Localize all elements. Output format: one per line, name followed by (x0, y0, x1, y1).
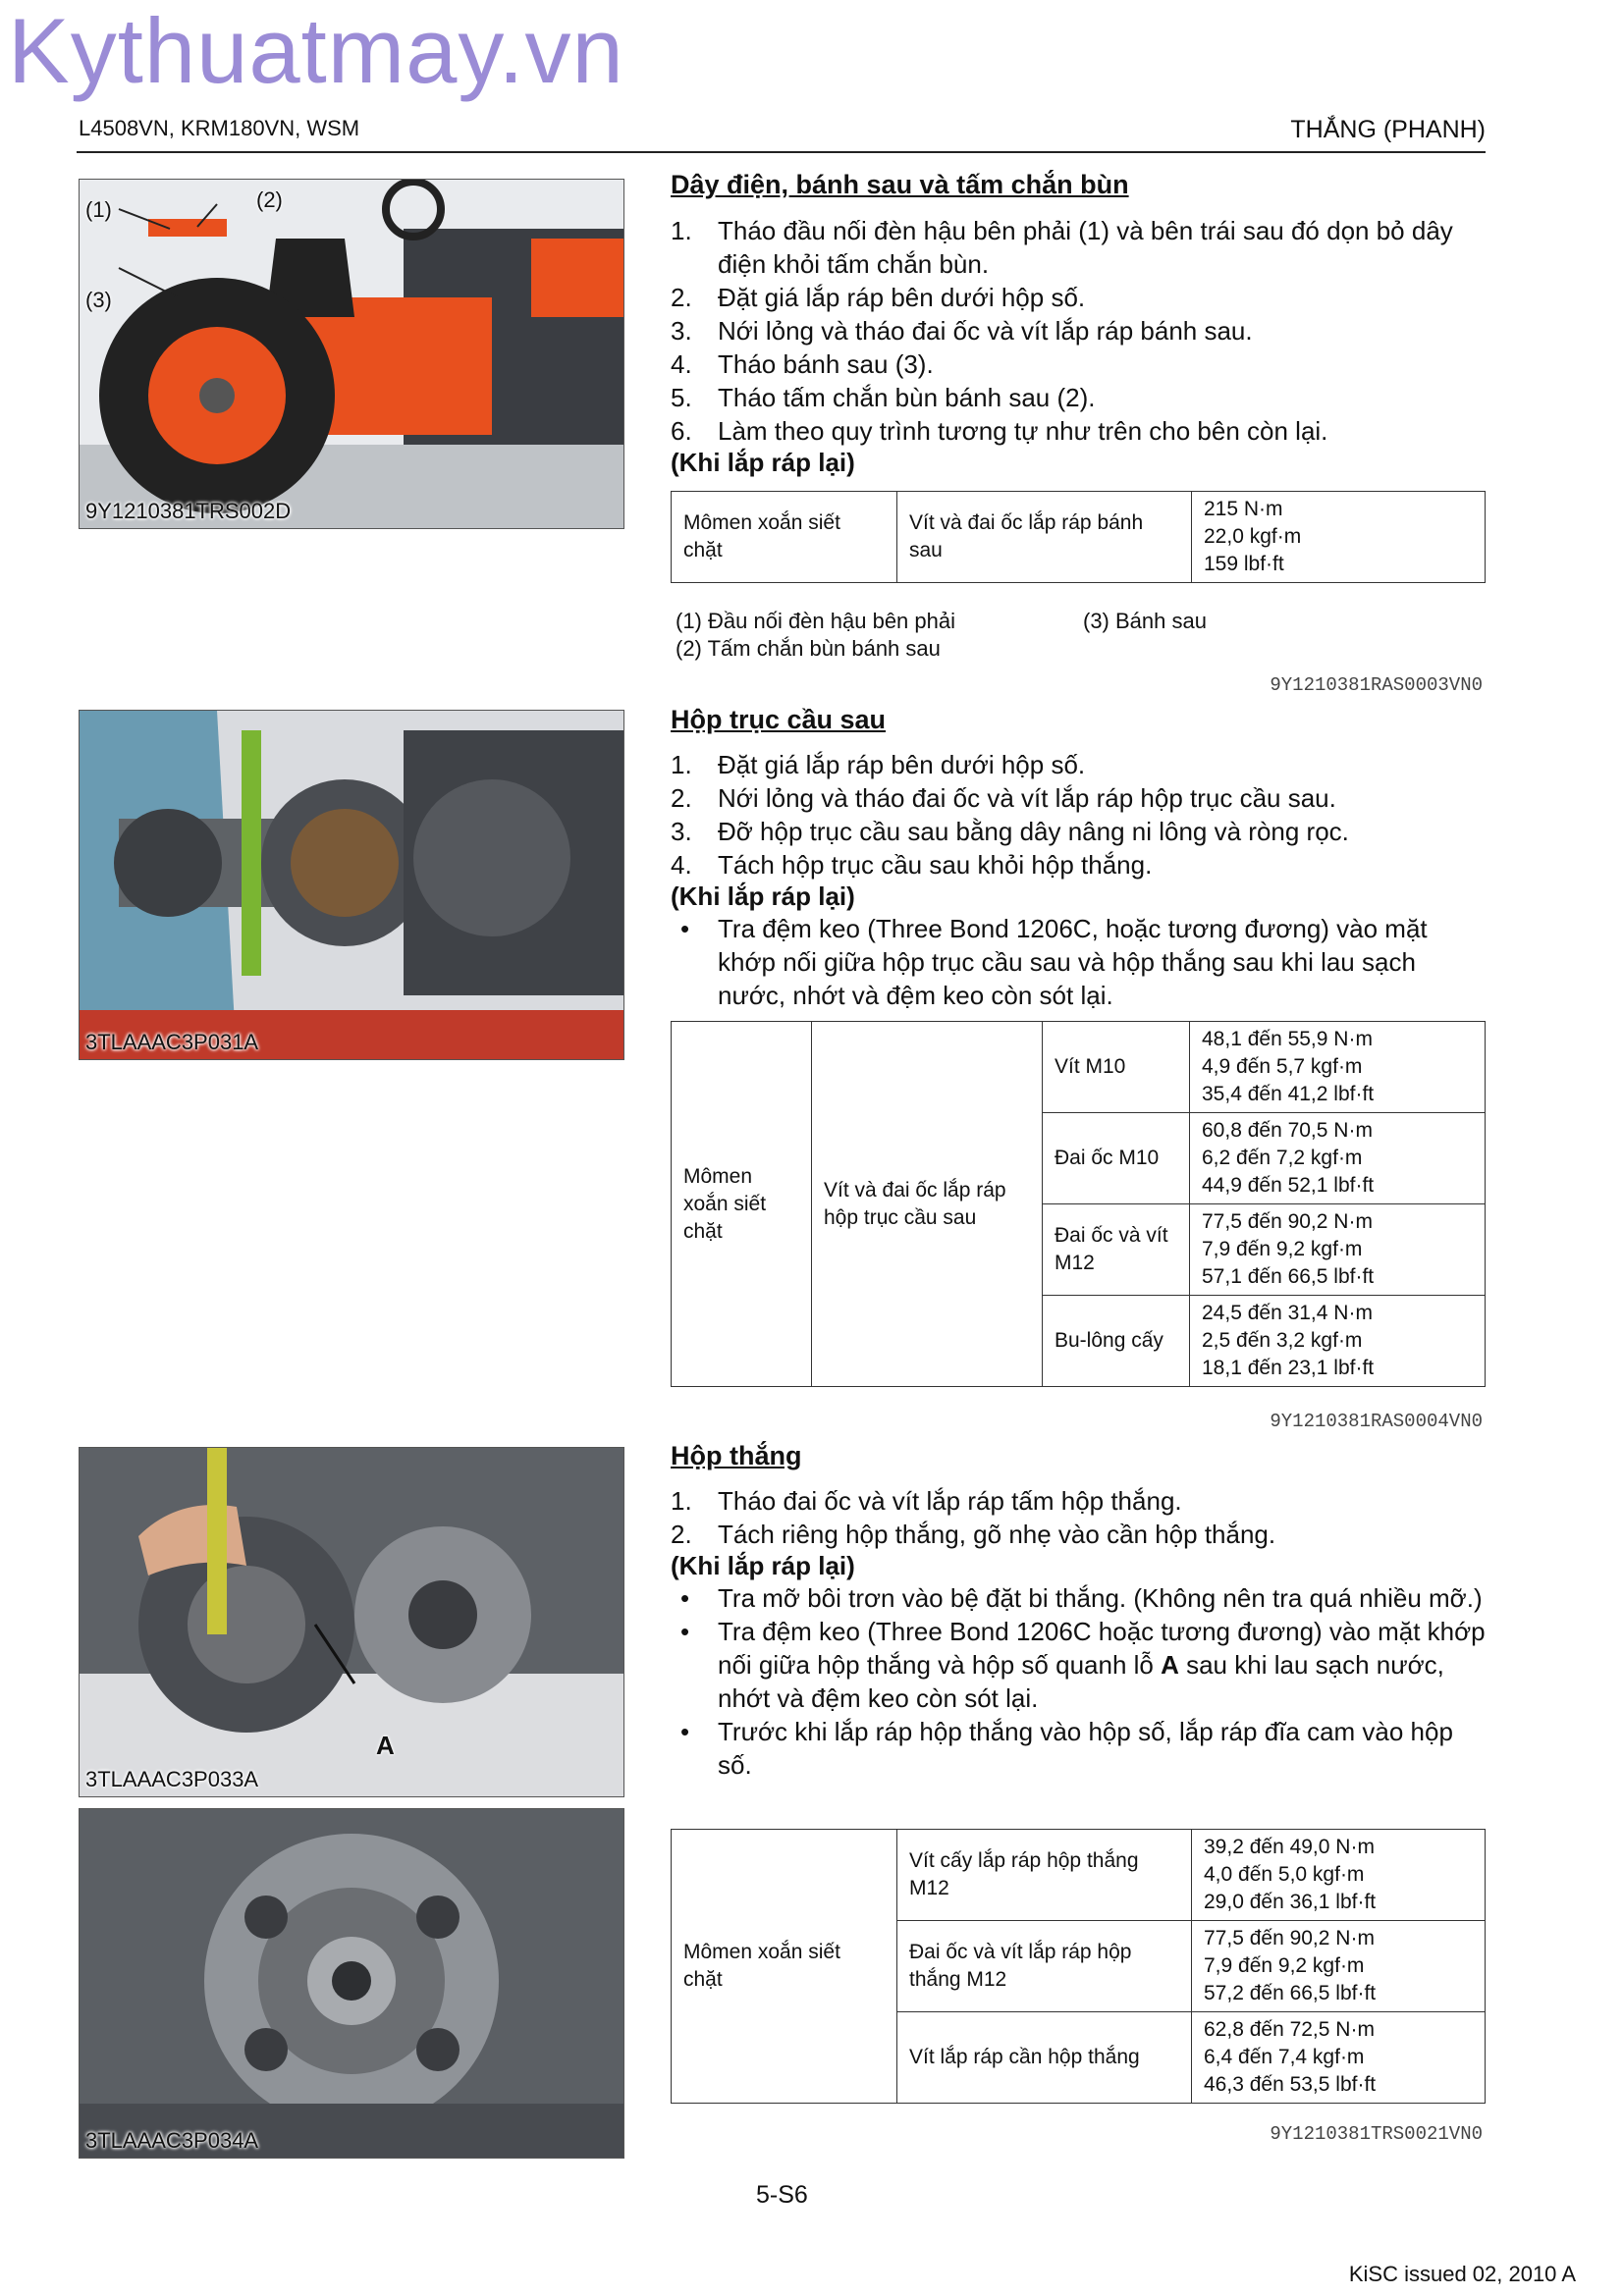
section-title-brake-case: Hộp thắng (671, 1441, 802, 1470)
table-cell: Đai ốc và vít lắp ráp hộp thắng M12 (897, 1921, 1192, 2012)
step-item: 2. Tách riêng hộp thắng, gõ nhẹ vào cần hộp thắng. (671, 1520, 1276, 1549)
photo-brake-case (79, 1447, 624, 1797)
header-chapter: THẮNG (PHANH) (1290, 116, 1486, 143)
table-cell: Vít M10 (1043, 1022, 1190, 1113)
issued-note: KiSC issued 02, 2010 A (1348, 2262, 1576, 2286)
marker-a: A (376, 1731, 395, 1760)
step-item: 4. Tách hộp trục cầu sau khỏi hộp thắng. (671, 850, 1153, 880)
table-cell-values: 39,2 đến 49,0 N·m 4,0 đến 5,0 kgf·m 29,0 đến 36,1 lbf·ft (1192, 1830, 1486, 1921)
doc-code: 9Y1210381TRS0021VN0 (1270, 2123, 1483, 2145)
table-cell: Vít và đai ốc lắp ráp bánh sau (897, 492, 1192, 583)
legend-2: (2) Tấm chắn bùn bánh sau (676, 636, 941, 661)
bullet-item: • Tra đệm keo (Three Bond 1206C hoặc tương đương) vào mặt khớp nối giữa hộp thắng và hộp số quanh lỗ A sau khi lau sạch nước, nhớt và đệm keo còn sót lại. (680, 1617, 1486, 1713)
table-cell-values: 77,5 đến 90,2 N·m 7,9 đến 9,2 kgf·m 57,1 đến 66,5 lbf·ft (1190, 1204, 1486, 1296)
table-cell: Đai ốc và vít M12 (1043, 1204, 1190, 1296)
table-cell: Vít và đai ốc lắp ráp hộp trục cầu sau (812, 1022, 1043, 1387)
step-item: 3. Đỡ hộp trục cầu sau bằng dây nâng ni lông và ròng rọc. (671, 817, 1349, 846)
photo-code: 3TLAAAC3P031A (85, 1030, 259, 1054)
page-number: 5-S6 (756, 2181, 808, 2209)
legend-1: (1) Đầu nối đèn hậu bên phải (676, 609, 955, 633)
table-cell: Đai ốc M10 (1043, 1113, 1190, 1204)
photo-code: 3TLAAAC3P033A (85, 1767, 259, 1791)
doc-code: 9Y1210381RAS0004VN0 (1270, 1411, 1483, 1432)
photo-code: 3TLAAAC3P034A (85, 2128, 259, 2153)
step-item: 4. Tháo bánh sau (3). (671, 349, 934, 379)
callout-1: (1) (85, 197, 112, 222)
step-item: 2. Nới lỏng và tháo đai ốc và vít lắp ráp hộp trục cầu sau. (671, 783, 1336, 813)
step-item: 6. Làm theo quy trình tương tự như trên cho bên còn lại. (671, 416, 1328, 446)
table-cell: Mômen xoắn siết chặt (672, 1830, 897, 2104)
callout-3: (3) (85, 288, 112, 312)
photo-tractor (79, 179, 624, 529)
bullet-item: • Tra đệm keo (Three Bond 1206C, hoặc tương đương) vào mặt khớp nối giữa hộp trục cầu sau và hộp thắng sau khi lau sạch nước, nhớt và đệm keo còn sót lại. (680, 914, 1428, 1010)
step-item: 3. Nới lỏng và tháo đai ốc và vít lắp ráp bánh sau. (671, 316, 1253, 346)
reassembly-heading: (Khi lắp ráp lại) (671, 448, 855, 477)
table-cell-values: 48,1 đến 55,9 N·m 4,9 đến 5,7 kgf·m 35,4 đến 41,2 lbf·ft (1190, 1022, 1486, 1113)
table-cell-values: 62,8 đến 72,5 N·m 6,4 đến 7,4 kgf·m 46,3 đến 53,5 lbf·ft (1192, 2012, 1486, 2104)
torque-table-brake-case (671, 1829, 1486, 2104)
table-cell: Bu-lông cấy (1043, 1296, 1190, 1387)
step-item: 5. Tháo tấm chắn bùn bánh sau (2). (671, 383, 1096, 412)
doc-code: 9Y1210381RAS0003VN0 (1270, 674, 1483, 696)
callout-2: (2) (256, 187, 283, 212)
section-title-rear-axle: Hộp trục cầu sau (671, 705, 887, 734)
steps-rear-axle (671, 748, 1486, 1012)
step-item: 2. Đặt giá lắp ráp bên dưới hộp số. (671, 283, 1086, 312)
step-item: 1. Đặt giá lắp ráp bên dưới hộp số. (671, 750, 1086, 779)
torque-table-rear-axle (671, 1021, 1486, 1387)
table-cell: Mômen xoắn siết chặt (672, 492, 897, 583)
table-cell-values: 77,5 đến 90,2 N·m 7,9 đến 9,2 kgf·m 57,2 đến 66,5 lbf·ft (1192, 1921, 1486, 2012)
steps-wiring (671, 214, 1486, 478)
reassembly-heading: (Khi lắp ráp lại) (671, 1551, 855, 1580)
watermark: Kythuatmay.vn (8, 0, 624, 102)
header-divider (77, 151, 1486, 153)
table-cell: Vít lắp ráp cần hộp thắng (897, 2012, 1192, 2104)
step-item: 1. Tháo đầu nối đèn hậu bên phải (1) và bên trái sau đó dọn bỏ dây điện khỏi tấm chắn bùn. (671, 216, 1453, 279)
legend-3: (3) Bánh sau (1083, 609, 1207, 633)
photo-code: 9Y1210381TRS002D (85, 499, 292, 523)
torque-table-wheel (671, 491, 1486, 583)
bullet-item: • Tra mỡ bôi trơn vào bệ đặt bi thắng. (Không nên tra quá nhiều mỡ.) (680, 1583, 1483, 1613)
header-model: L4508VN, KRM180VN, WSM (79, 116, 360, 140)
steps-brake-case (671, 1484, 1486, 1782)
table-cell-values: 24,5 đến 31,4 N·m 2,5 đến 3,2 kgf·m 18,1 đến 23,1 lbf·ft (1190, 1296, 1486, 1387)
reassembly-heading: (Khi lắp ráp lại) (671, 881, 855, 911)
table-cell-values: 215 N·m 22,0 kgf·m 159 lbf·ft (1192, 492, 1486, 583)
bullet-item: • Trước khi lắp ráp hộp thắng vào hộp số, lắp ráp đĩa cam vào hộp số. (680, 1717, 1453, 1780)
table-cell: Vít cấy lắp ráp hộp thắng M12 (897, 1830, 1192, 1921)
table-cell-values: 60,8 đến 70,5 N·m 6,2 đến 7,2 kgf·m 44,9 đến 52,1 lbf·ft (1190, 1113, 1486, 1204)
table-cell: Mômen xoắn siết chặt (672, 1022, 812, 1387)
photo-brake-housing (79, 1808, 624, 2159)
photo-rear-axle (79, 710, 624, 1060)
section-title-wiring: Dây điện, bánh sau và tấm chắn bùn (671, 170, 1129, 199)
step-item: 1. Tháo đai ốc và vít lắp ráp tấm hộp thắng. (671, 1486, 1182, 1516)
